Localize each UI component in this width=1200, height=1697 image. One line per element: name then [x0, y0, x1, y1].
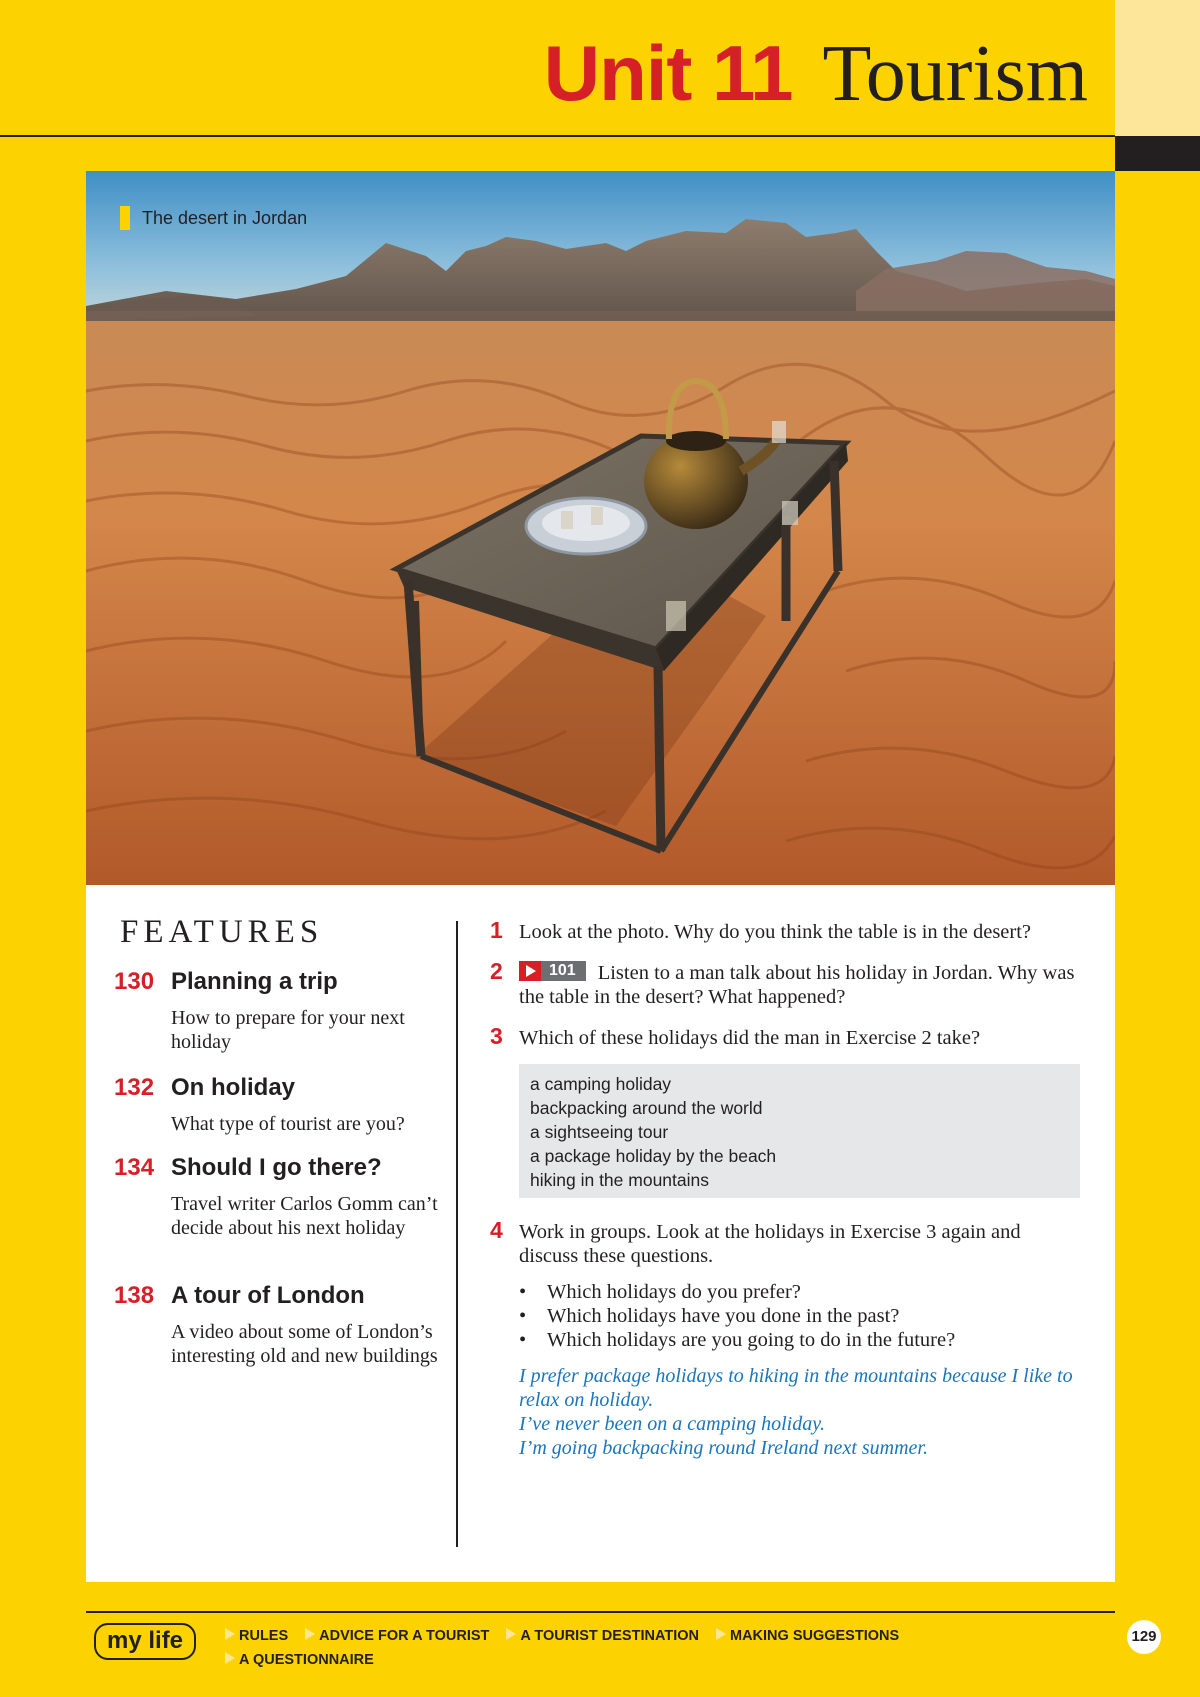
example-answers [519, 1364, 1089, 1460]
arrow-icon [225, 1652, 235, 1664]
feature-page: 130 [114, 968, 155, 995]
page-number: 129 [1127, 1620, 1161, 1654]
page-title [543, 29, 1088, 118]
exercise-text: Look at the photo. Why do you think the table is in the desert? [519, 921, 1032, 943]
my-life-bubble: my life [94, 1623, 196, 1660]
exercise-number: 3 [490, 1023, 503, 1049]
example-line: I’m going backpacking round Ireland next summer. [519, 1437, 928, 1459]
question-item: • Which holidays do you prefer? [519, 1280, 1079, 1304]
photo-caption [120, 206, 307, 230]
exercise-body [519, 961, 1079, 1009]
sidebar-strip [1115, 0, 1200, 1697]
footer-links [225, 1624, 945, 1672]
features-heading: FEATURES [120, 914, 324, 950]
holidays-box [519, 1064, 1080, 1198]
discussion-questions [519, 1280, 1079, 1352]
feature-title: Planning a trip [171, 968, 338, 995]
footer-rule [86, 1611, 1115, 1613]
question-item: • Which holidays have you done in the past? [519, 1304, 1079, 1328]
feature-desc: Travel writer Carlos Gomm can’t decide about his next holiday [171, 1193, 438, 1239]
holiday-item: a camping holiday [530, 1074, 672, 1094]
unit-name: Tourism [822, 30, 1088, 118]
my-life-logo [94, 1623, 196, 1660]
footer-link[interactable]: RULES [225, 1624, 288, 1648]
footer-link[interactable]: ADVICE FOR A TOURIST [305, 1624, 489, 1648]
feature-desc: How to prepare for your next holiday [171, 1007, 405, 1053]
exercise-number: 4 [490, 1217, 503, 1243]
exercise-number: 1 [490, 917, 503, 943]
holiday-item: backpacking around the world [530, 1098, 763, 1118]
example-line: I prefer package holidays to hiking in the mountains because I like to relax on holiday. [519, 1365, 1073, 1411]
arrow-icon [506, 1628, 516, 1640]
holiday-item: a sightseeing tour [530, 1122, 669, 1142]
exercise-text: Work in groups. Look at the holidays in Exercise 3 again and discuss these questions. [519, 1221, 1021, 1267]
arrow-icon [305, 1628, 315, 1640]
desert-photo [86, 171, 1115, 885]
example-line: I’ve never been on a camping holiday. [519, 1413, 826, 1435]
footer-link[interactable]: A TOURIST DESTINATION [506, 1624, 699, 1648]
column-divider [456, 921, 458, 1547]
header-rule [0, 135, 1115, 137]
exercise-text: Which of these holidays did the man in Exercise 2 take? [519, 1027, 981, 1049]
arrow-icon [225, 1628, 235, 1640]
sidebar-tab [1115, 0, 1200, 136]
exercise-number: 2 [490, 958, 503, 984]
holiday-item: hiking in the mountains [530, 1170, 709, 1190]
sidebar-tab-marker [1115, 136, 1200, 171]
footer-link[interactable]: MAKING SUGGESTIONS [716, 1624, 899, 1648]
caption-text: The desert in Jordan [142, 207, 308, 228]
holiday-item: a package holiday by the beach [530, 1146, 777, 1166]
feature-page: 132 [114, 1074, 155, 1101]
feature-desc: A video about some of London’s interesting old and new buildings [171, 1321, 438, 1367]
caption-marker [120, 206, 130, 230]
question-item: • Which holidays are you going to do in the future? [519, 1328, 1079, 1352]
feature-title: A tour of London [171, 1282, 365, 1309]
unit-label: Unit 11 [543, 29, 793, 117]
feature-title: Should I go there? [171, 1154, 382, 1181]
play-icon [519, 961, 541, 981]
feature-page: 138 [114, 1282, 155, 1309]
footer-link[interactable]: A QUESTIONNAIRE [225, 1648, 374, 1672]
feature-desc: What type of tourist are you? [171, 1113, 405, 1135]
feature-title: On holiday [171, 1074, 296, 1101]
feature-page: 134 [114, 1154, 155, 1181]
audio-track-button[interactable] [519, 961, 586, 981]
exercise-text: Listen to a man talk about his holiday in Jordan. Why was the table in the desert? What happened? [519, 962, 1075, 1008]
track-number: 101 [541, 961, 586, 981]
arrow-icon [716, 1628, 726, 1640]
